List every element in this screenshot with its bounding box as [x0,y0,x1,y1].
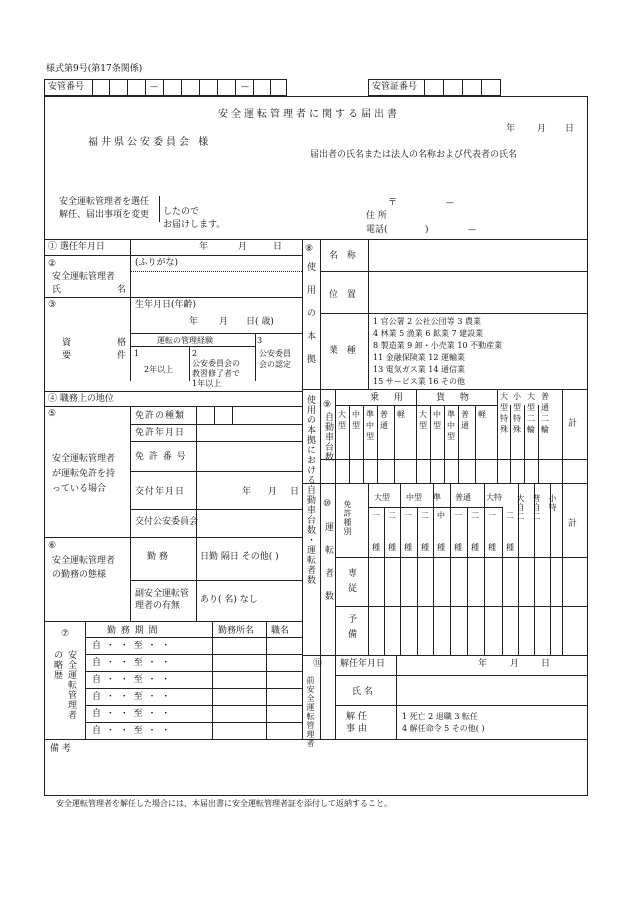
driver-kind-head: 一 [488,511,496,520]
period-row-3: 自 ・ ・ 至 ・ ・ [92,675,171,685]
driver-total: 計 [568,519,578,529]
driver-kind-suffix: 種 [372,543,380,552]
vehicle-col-divider [430,405,431,483]
reserve-label: 予備 [346,614,356,644]
r1-day: 日 [273,242,283,252]
manager-name-label: 安全運転管理者 [52,272,116,282]
col-small: 小特 [548,494,557,512]
vehicle-col-divider [363,405,364,483]
phone-close: ) [425,225,429,235]
business-label: 業 種 [329,346,359,356]
deputy-options: あり( 名) なし [200,595,258,605]
cargo-group: 貨 物 [436,393,475,403]
industry-line-2: 4 林業 5 漁業 6 鉱業 7 建設業 [373,329,484,338]
vehicle-col-divider [458,405,459,483]
grp-spec: 大特 [486,493,502,502]
col-norm-auto: 普自二 [532,494,541,521]
vehicle-col-divider [510,405,511,483]
industry-line-5: 13 電気ガス業 14 通信業 [373,365,465,374]
duty-label: 勤 務 [147,552,168,562]
appointment-date-label: ① 選任年月日 [48,242,105,252]
vehicle-col-divider [475,405,476,483]
r8-num: ⑧ [305,244,314,254]
issue-year: 年 [242,487,252,497]
dismiss-year: 年 [478,659,488,669]
postal-mark: 〒 [388,198,398,208]
req-b: 件 [117,351,127,361]
vehicle-col-divider [538,405,539,483]
post-header: 職名 [271,626,290,636]
vehicle-col-divider [497,389,498,483]
r5-text1: 安全運転管理者 [52,454,116,464]
industry-line-3: 8 製造業 9 卸・小売業 10 不動産業 [373,341,503,350]
driver-kind-head: 二 [388,511,396,520]
driver-kind-suffix: 種 [404,543,412,552]
vehicle-col-divider [377,405,378,483]
opt1-text: 2年以上 [144,365,174,374]
period-row-1: 自 ・ ・ 至 ・ ・ [92,641,171,651]
r3-num: ③ [48,300,57,310]
driver-kind-head: 二 [471,511,479,520]
license-type-label: 免許の種類 [135,411,186,421]
opt2-text2: 教習修了者で [192,369,240,378]
phone-label: 電話( [366,225,388,235]
vehicle-col-header: 大 型 特 殊 [500,392,508,434]
vehicle-col-header: 大 型 [419,410,427,430]
r11-side: 前安全運転管理者 [306,676,315,748]
grp-normal: 普通 [455,493,471,502]
driver-kind-head: 二 [421,511,429,520]
vehicle-col-header: 中 型 [433,410,441,430]
reason-options-2: 4 解任命令 5 その他( ) [402,724,485,733]
industry-line-6: 15 サービス業 16 その他 [373,377,465,386]
r7-side-2: 安全運転管理者 [66,650,76,720]
vehicle-col-header: 大 型 二 輪 [527,392,535,434]
form-title: 安全運転管理者に関する届出書 [218,109,400,120]
industry-line-4: 11 金融保険業 12 運輸業 [373,353,465,362]
driver-kind-suffix: 種 [388,543,396,552]
vehicle-col-divider [524,405,525,483]
birth-year: 年 [189,317,199,327]
name-label: 名 称 [329,251,359,261]
r5-text2: が運転免許を持 [52,469,116,479]
driver-col-divider [562,483,563,655]
reason-options-1: 1 死亡 2 退職 3 転任 [402,712,478,721]
driver-col-divider [484,483,485,655]
prev-name-label: 氏 名 [352,687,373,697]
passenger-group: 乗 用 [370,393,409,403]
remarks-label: 備 考 [50,744,71,754]
vehicle-col-divider [394,405,395,483]
furigana-label: (ふりがな) [135,258,179,268]
period-row-6: 自 ・ ・ 至 ・ ・ [92,726,171,736]
r10-num: ⑩ [323,499,332,509]
reason-tail-1: したので [163,207,200,217]
license-kind-label: 免許種別 [343,500,352,536]
driver-kind-suffix: 種 [471,543,479,552]
driver-kind-suffix: 種 [488,543,496,552]
vehicle-col-header: 大 型 [338,410,346,430]
driver-col-divider [433,483,434,655]
dismissal-date-label: 解任年月日 [340,659,386,669]
right-number-label: 安管証番号 [372,82,418,92]
vehicle-col-divider [349,405,350,483]
driver-col-divider [450,483,451,655]
period-row-4: 自 ・ ・ 至 ・ ・ [92,692,171,702]
addressee: 福井県公安委員会 様 [88,137,212,148]
dedicated-label: 専従 [346,568,356,598]
issue-month: 月 [268,487,278,497]
dismiss-day: 日 [541,659,551,669]
deputy-label-1: 副安全運転管 [135,589,190,599]
title-month: 月 [537,124,547,134]
r5-text3: っている場合 [52,484,107,494]
birth-month: 月 [219,317,229,327]
driver-col-divider [417,507,418,655]
vehicle-col-divider [444,405,445,483]
dash-2: — [241,82,249,91]
qual-a: 資 [62,338,72,348]
name-b: 名 [117,285,127,295]
name-a: 氏 [52,285,62,295]
opt3-text2: 会の認定 [259,360,291,369]
opt2-num: 2 [192,349,198,358]
r11-num: ⑪ [313,659,323,669]
grp-semi: 準 [433,493,441,502]
r9-num: ⑨ [323,400,332,410]
col-big-auto: 大自二 [516,494,525,521]
license-date-label: 免許年月日 [135,428,186,438]
license-no-label: 免 許 番 号 [135,452,187,462]
driver-kind-suffix: 種 [506,543,514,552]
applicant-label: 届出者の氏名または法人の名称および代表者の氏名 [310,150,518,160]
vehicle-col-header: 軽 [397,410,405,419]
dash-1: — [150,82,158,91]
r8-side: 使用の本拠 [305,262,315,377]
issue-commission-label: 交付公安委員会 [135,517,199,527]
postal-dash: — [446,198,454,207]
birth-label: 生年月日(年齢) [135,300,197,310]
reason-label-2: 事 由 [346,724,367,734]
opt3-num: 3 [257,336,263,345]
r7-num: ⑦ [61,629,70,639]
opt2-text3: 1年以上 [192,379,222,388]
vehicle-col-header: 軽 [478,410,486,419]
r7-side-1: の略歴 [52,650,62,680]
driver-kind-head: 一 [454,511,462,520]
driver-col-divider [502,507,503,655]
opt3-text1: 公安委員 [259,349,291,358]
issue-date-label: 交付年月日 [135,487,186,497]
r6-text1: 安全運転管理者 [52,556,116,566]
vehicle-total: 計 [568,419,578,429]
driver-kind-head: 二 [506,511,514,520]
driver-kind-suffix: 種 [437,543,445,552]
r2-num: ② [48,259,57,269]
period-row-2: 自 ・ ・ 至 ・ ・ [92,658,171,668]
driver-col-divider [400,483,401,655]
opt2-text1: 公安委員会の [192,359,240,368]
reason-line-2: 解任、届出事項を変更 [59,210,150,220]
industry-line-1: 1 官公署 2 公社公団等 3 農業 [373,317,481,326]
driver-kind-suffix: 種 [454,543,462,552]
vehicle-col-header: 普 通 [380,410,388,430]
r10-side: 運転者数 [323,522,333,614]
r1-year: 年 [199,242,209,252]
req-a: 要 [62,351,72,361]
office-header: 勤務所名 [218,626,255,636]
grp-mid: 中型 [406,493,422,502]
title-day: 日 [565,124,575,134]
vehicle-col-divider [416,389,417,483]
driver-col-divider [384,507,385,655]
location-label: 位 置 [329,290,359,300]
r6-num: ⑥ [48,541,57,551]
birth-age: 日( 歳) [246,317,274,327]
qual-b: 格 [117,338,127,348]
driver-kind-head: 一 [372,511,380,520]
driver-kind-head: 中 [437,511,445,520]
period-header: 勤 務 期 間 [107,626,159,636]
dismiss-month: 月 [510,659,520,669]
period-row-5: 自 ・ ・ 至 ・ ・ [92,709,171,719]
title-year: 年 [506,124,516,134]
reason-label-1: 解 任 [346,712,367,722]
driver-kind-suffix: 種 [421,543,429,552]
duty-options: 日勤 隔日 その他( ) [200,552,279,562]
driver-col-divider [467,507,468,655]
r6-text2: の勤務の態様 [52,570,107,580]
r1-month: 月 [238,242,248,252]
address-label: 住 所 [366,211,387,221]
vehicle-col-header: 準 中 型 [447,410,455,441]
issue-day: 日 [290,487,300,497]
reason-line-1: 安全運転管理者を選任 [59,197,150,207]
deputy-label-2: 理者の有無 [135,601,181,611]
r9-sub: 自動車台数 [323,412,333,462]
opt1-num: 1 [134,349,140,358]
vehicle-col-header: 小 型 特 殊 [513,392,521,434]
footer-note: 安全運転管理者を解任した場合には、本届出書に安全運転管理者証を添付して返納すること。 [56,799,392,808]
vehicle-col-header: 普 通 [461,410,469,430]
driver-kind-head: 一 [404,511,412,520]
vehicle-col-header: 普 通 二 輪 [541,392,549,434]
vehicle-col-header: 中 型 [352,410,360,430]
phone-dash: — [468,225,476,234]
vehicle-col-header: 準 中 型 [366,410,374,441]
form-number: 様式第9号(第17条関係) [46,64,143,74]
reason-tail-2: お届けします。 [163,220,226,230]
r9-side: 使用の本拠における自動車台数・運転者数 [305,395,315,585]
position-label: ④ 職務上の地位 [48,394,114,404]
grp-large: 大型 [374,493,390,502]
left-number-label: 安管番号 [48,82,85,92]
exp-header: 運転の管理経験 [157,336,213,345]
r5-num: ⑤ [48,409,57,419]
